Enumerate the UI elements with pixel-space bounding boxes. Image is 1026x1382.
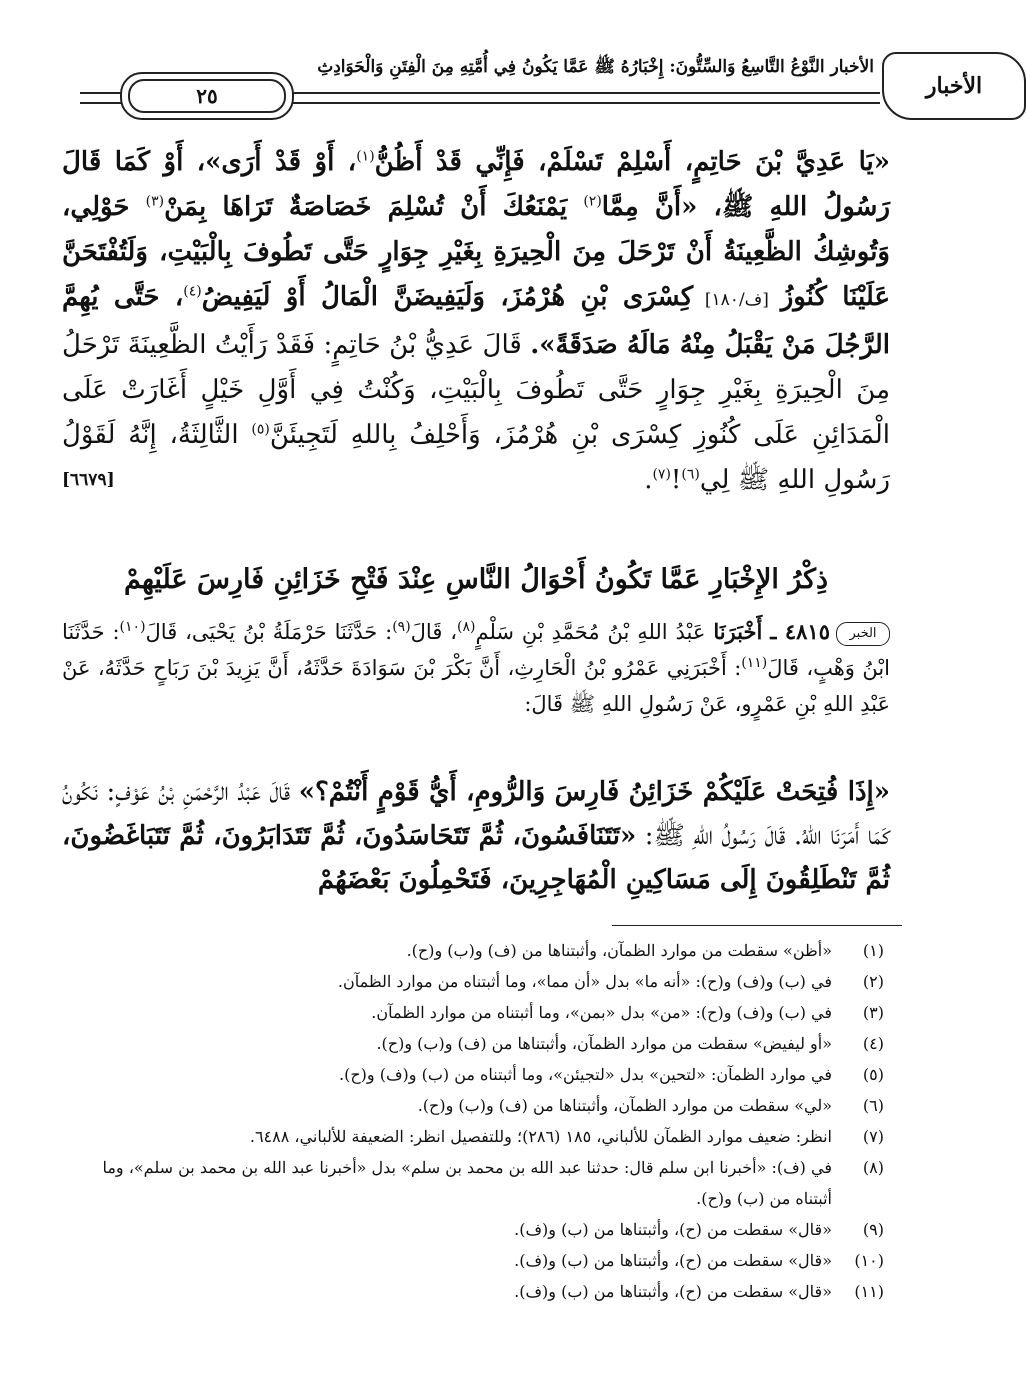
chapter-badge-label: الأخبار (925, 73, 983, 99)
footnote-text: في (ف): «أخبرنا ابن سلم قال: حدثنا عبد الله بن محمد بن سلم» بدل «أخبرنا عبد الله بن محمد بن سلم»، وما أثبتناه من (ب) و(ح). (102, 1158, 832, 1208)
footnote-marker: (٨) (457, 619, 476, 635)
quote-text: ، حَتَّى يُهِمَّ الرَّجُلَ مَنْ يَقْبَلُ مِنْهُ مَالَهُ صَدَقَةً». (62, 282, 890, 360)
footnote-marker: (٦) (681, 466, 700, 483)
footnote-text: «أو ليفيض» سقطت من موارد الظمآن، وأثبتناها من (ف) و(ب) و(ح). (376, 1034, 832, 1053)
quote-text: «تَتَنَافَسُونَ، ثُمَّ تَتَحَاسَدُونَ، ثُمَّ تَتَدَابَرُونَ، ثُمَّ تَتَبَاغَضُونَ، ثُمَّ تَنْطَلِقُونَ إِلَى مَسَاكِينِ الْمُهَاجِرِينَ، فَتَحْمِلُونَ بَعْضَهُمْ (62, 821, 890, 895)
footnote-marker: (٩) (392, 619, 411, 635)
chapter-badge (882, 52, 1026, 120)
footnote-marker: (١١) (741, 655, 768, 671)
page-number-frame (120, 72, 294, 120)
isnad-text: : حَدَّثَنَا حَرْمَلَةُ بْنُ يَحْيَى، قَالَ (145, 620, 393, 644)
footnote-number: (٨) (862, 1158, 884, 1177)
footnote-number: (٩) (862, 1220, 884, 1239)
footnote-item (84, 935, 884, 966)
footnote-marker: (٧) (652, 466, 671, 483)
footnote-item (84, 1245, 884, 1276)
footnote-item (84, 1276, 884, 1307)
footnote-text: «لي» سقطت من موارد الظمآن، وأثبتناها من (ف) و(ب) و(ح). (417, 1096, 832, 1115)
footnote-text: «قال» سقطت من (ح)، وأثبتناها من (ب) و(ف). (514, 1282, 832, 1301)
akhbarana-word: أَخْبَرَنَا (713, 619, 763, 644)
main-text (62, 140, 890, 503)
footnotes (84, 935, 884, 1307)
narration-text: قَالَ عَبْدُ الرَّحْمَنِ بْنُ عَوْفٍ: نَكُونُ كَمَا أَمَرَنَا اللهُ. قَالَ رَسُولُ اللهِ ﷺ: (62, 777, 890, 851)
narration-text: . (644, 465, 653, 495)
page-header (80, 52, 983, 136)
quote-text: كِسْرَى بْنِ هُرْمُزَ، وَلَيَفِيضَنَّ الْمَالُ أَوْ لَيَفِيضُ (201, 282, 694, 312)
narration-text: الثَّالِثَةُ، إِنَّهُ لَقَوْلُ رَسُولِ اللهِ ﷺ لِي (62, 420, 890, 495)
footnote-item (84, 1214, 884, 1245)
footnote-number: (٤) (862, 1034, 884, 1053)
isnad-text: : حَدَّثَنَا ابْنُ وَهْبٍ، قَالَ (62, 620, 890, 680)
isnad-text: ، قَالَ (410, 620, 458, 644)
matn-block (62, 770, 890, 902)
isnad-text: : أَخْبَرَنِي عَمْرُو بْنُ الْحَارِثِ، أَنَّ بَكْرَ بْنَ سَوَادَةَ حَدَّثَهُ، أَنَّ يَزِيدَ بْنَ رَبَاحٍ حَدَّثَهُ، عَنْ عَبْدِ اللهِ بْنِ عَمْرٍو، عَنْ رَسُولِ اللهِ ﷺ قَالَ: (62, 656, 890, 716)
main-paragraph (62, 140, 890, 503)
footnote-number: (٧) (862, 1127, 884, 1146)
footnote-text: في (ب) و(ف) و(ح): «أنه ما» بدل «أن مما»، وما أثبتناه من موارد الظمآن. (337, 972, 832, 991)
footnote-marker: (١) (356, 148, 375, 165)
footnote-marker: (٤) (183, 283, 202, 300)
footnote-number: (٢) (862, 972, 884, 991)
footnote-marker: (٢) (583, 193, 602, 210)
footnote-number: (١) (862, 941, 884, 960)
quote-text: ، أَوْ قَدْ أَرَى»، أَوْ كَمَا قَالَ رَسُولُ اللهِ ﷺ، «أَنَّ مِمَّا (62, 147, 891, 222)
quote-text: يَمْنَعُكَ أَنْ تُسْلِمَ خَصَاصَةٌ تَرَاهَا بِمَنْ (164, 192, 584, 222)
footnote-item (84, 1121, 884, 1152)
narration-text: قَالَ عَدِيُّ بْنُ حَاتِمٍ: فَقَدْ رَأَيْتُ الظَّعِينَةَ تَرْحَلُ مِنَ الْحِيرَةِ بِغَيْرِ جِوَارٍ حَتَّى تَطُوفَ بِالْبَيْتِ، وَكُنْتُ فِي أَوَّلِ خَيْلٍ أَغَارَتْ عَلَى الْمَدَائِنِ عَلَى كُنُوزِ كِسْرَى بْنِ هُرْمُزَ، وَأَحْلِفُ بِاللهِ لَتَجِيئَنَّ (62, 330, 890, 450)
footnote-number: (١٠) (854, 1251, 884, 1270)
section-heading: ذِكْرُ الإِخْبَارِ عَمَّا تَكُونُ أَحْوَالُ النَّاسِ عِنْدَ فَتْحِ خَزَائِنِ فَارِسَ عَلَيْهِمْ (123, 564, 829, 595)
footnote-item (84, 1059, 884, 1090)
footnote-text: «قال» سقطت من (ح)، وأثبتناها من (ب) و(ف). (514, 1220, 832, 1239)
footnote-separator (612, 925, 902, 926)
isnad-paragraph (62, 614, 890, 722)
quote-text: حَوْلِي، وَتُوشِكُ الظَّعِينَةُ أَنْ تَرْحَلَ مِنَ الْحِيرَةِ بِغَيْرِ جِوَارٍ حَتَّى تَطُوفَ بِالْبَيْتِ، وَلَتُفْتَحَنَّ عَلَيْنَا كُنُوزُ (62, 192, 891, 312)
footnote-number: (٥) (862, 1065, 884, 1084)
khabar-icon: الخبر (836, 622, 890, 646)
isnad-block (62, 614, 890, 722)
footnote-marker: (١٠) (119, 619, 146, 635)
running-title: الأخبار النَّوْعُ التَّاسِعُ وَالسِّتُّونَ: إِخْبَارُهُ ﷺ عَمَّا يَكُونُ فِي أُمَّتِهِ مِنَ الْفِتَنِ وَالْحَوَادِثِ (317, 57, 874, 77)
footnote-marker: (٣) (145, 193, 165, 210)
quote-text: «يَا عَدِيَّ بْنَ حَاتِمٍ، أَسْلِمْ تَسْلَمْ، فَإِنِّي قَدْ أَظُنُّ (374, 147, 891, 177)
footnote-item (84, 966, 884, 997)
footnote-item (84, 997, 884, 1028)
footnote-text: «أظن» سقطت من موارد الظمآن، وأثبتناها من (ف) و(ب) و(ح). (406, 941, 832, 960)
footnote-item (84, 1090, 884, 1121)
manuscript-ref: [ف/١٨٠] (693, 290, 781, 310)
isnad-text: عَبْدُ اللهِ بْنُ مُحَمَّدِ بْنِ سَلْمٍ (475, 620, 714, 644)
matn-paragraph (62, 770, 890, 902)
footnote-text: «قال» سقطت من (ح)، وأثبتناها من (ب) و(ف). (514, 1251, 832, 1270)
footnote-text: انظر: ضعيف موارد الظمآن للألباني، ١٨٥ (٢٨٦)؛ وللتفصيل انظر: الضعيفة للألباني، ٦٤٨٨. (249, 1127, 832, 1146)
hadith-number: ٤٨١٥ ـ (770, 619, 830, 644)
footnote-number: (٣) (862, 1003, 884, 1022)
hadith-number-ref: [٦٦٧٩] (62, 470, 115, 490)
footnote-text: في موارد الظمآن: «لتحين» بدل «لتجيئن»، وما أثبتناه من (ب) و(ف) و(ح). (338, 1065, 832, 1084)
quote-text: «إِذَا فُتِحَتْ عَلَيْكُمْ خَزَائِنُ فَارِسَ وَالرُّومِ، أَيُّ قَوْمٍ أَنْتُمْ؟» (298, 777, 890, 807)
narration-text: ! (670, 465, 682, 495)
page-number: ٢٥ (128, 79, 286, 113)
footnote-number: (١١) (854, 1282, 884, 1301)
footnote-number: (٦) (862, 1096, 884, 1115)
footnote-text: في (ب) و(ف) و(ح): «من» بدل «بمن»، وما أثبتناه من موارد الظمآن. (371, 1003, 832, 1022)
footnote-marker: (٥) (251, 421, 270, 438)
footnote-item (84, 1152, 884, 1214)
footnote-item (84, 1028, 884, 1059)
